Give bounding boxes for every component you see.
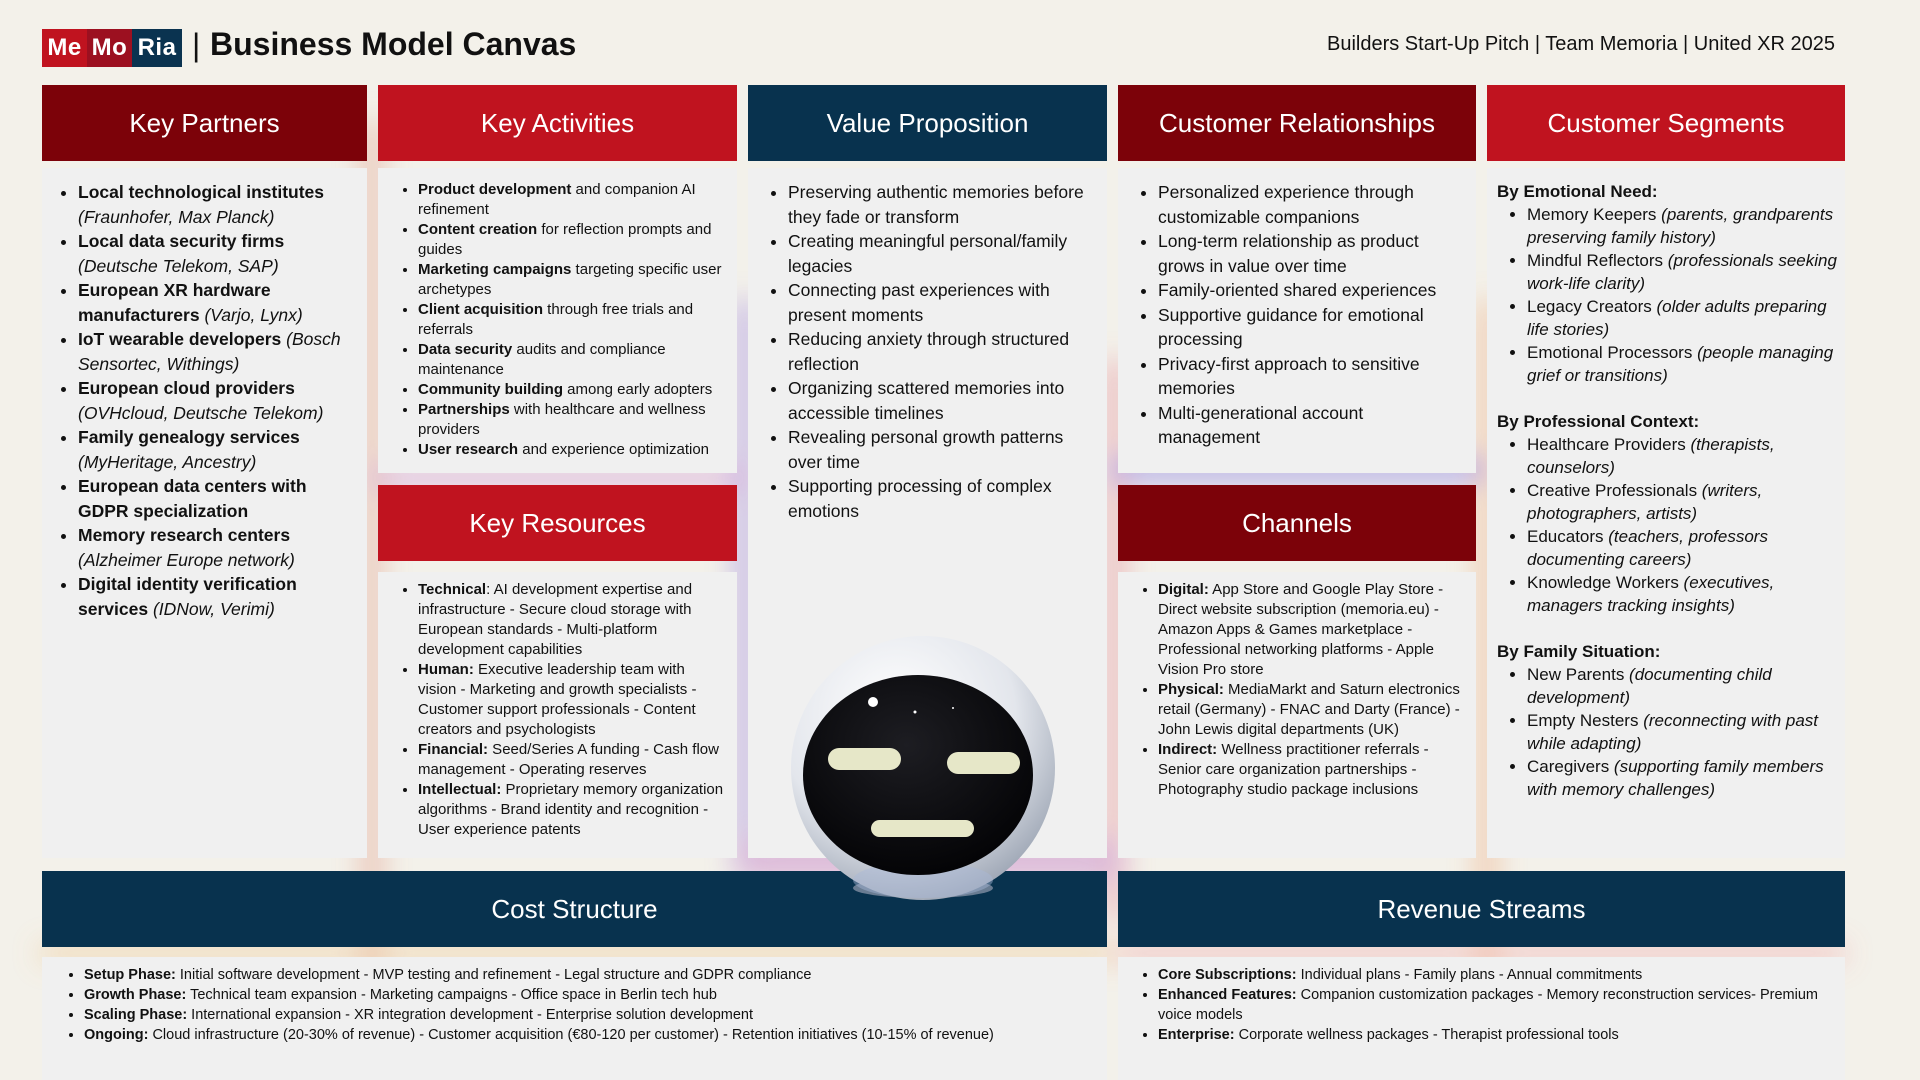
list-item: • Core Subscriptions: Individual plans - Family plans - Annual commitments (1158, 965, 1835, 985)
list-item: • User research and experience optimization (418, 440, 727, 460)
list-item: • Revealing personal growth patterns over time (788, 425, 1097, 474)
list-item: • Physical: MediaMarkt and Saturn electronics retail (Germany) - FNAC and Darty (France) - John Lewis digital departments (UK) (1158, 680, 1466, 740)
channels-card (1118, 572, 1476, 858)
key-resources-list (396, 580, 727, 840)
key-resources-title: Key Resources (469, 507, 646, 538)
customer-segments-title: Customer Segments (1547, 107, 1785, 138)
value-proposition-header (748, 85, 1107, 161)
list-item: • Family-oriented shared experiences (1158, 278, 1466, 303)
segment-group-heading: By Professional Context: (1497, 412, 1700, 431)
logo-part-ria: Ria (132, 29, 182, 67)
list-item: • Enterprise: Corporate wellness packages - Therapist professional tools (1158, 1025, 1835, 1045)
list-item: • Emotional Processors (people managing grief or transitions) (1527, 341, 1837, 387)
list-item: • Educators (teachers, professors documenting careers) (1527, 525, 1837, 571)
key-activities-title: Key Activities (480, 107, 635, 138)
list-item: • Memory research centers (Alzheimer Europe network) (78, 523, 359, 572)
revenue-streams-card (1118, 957, 1845, 1080)
customer-relationships-header (1118, 85, 1476, 161)
list-item: • Knowledge Workers (executives, managers tracking insights) (1527, 571, 1837, 617)
customer-relationships-list (1136, 180, 1466, 450)
cost-structure-title: Cost Structure (491, 893, 658, 924)
header-separator: | (192, 27, 201, 63)
revenue-streams-list (1136, 965, 1835, 1045)
channels-list (1136, 580, 1466, 800)
key-partners-card (42, 168, 367, 858)
channels-title: Channels (1242, 507, 1352, 538)
list-item: • Setup Phase: Initial software development - MVP testing and refinement - Legal structure and GDPR compliance (84, 965, 1097, 985)
list-item: • Supportive guidance for emotional processing (1158, 303, 1466, 352)
channels-header (1118, 485, 1476, 561)
list-item: • Supporting processing of complex emotions (788, 474, 1097, 523)
list-item: • Multi-generational account management (1158, 401, 1466, 450)
list-item: • Preserving authentic memories before they fade or transform (788, 180, 1097, 229)
value-proposition-title: Value Proposition (826, 107, 1029, 138)
key-activities-list (396, 180, 727, 460)
key-activities-card (378, 168, 737, 473)
key-partners-header (42, 85, 367, 161)
key-partners-list (56, 180, 359, 621)
revenue-streams-header (1118, 871, 1845, 947)
list-item: • Memory Keepers (parents, grandparents preserving family history) (1527, 203, 1837, 249)
list-item: • Financial: Seed/Series A funding - Cash flow management - Operating reserves (418, 740, 727, 780)
key-activities-header (378, 85, 737, 161)
list-item: • Intellectual: Proprietary memory organization algorithms - Brand identity and recognition - User experience patents (418, 780, 727, 840)
list-item: • Healthcare Providers (therapists, counselors) (1527, 433, 1837, 479)
list-item: • Personalized experience through customizable companions (1158, 180, 1466, 229)
list-item: • Connecting past experiences with present moments (788, 278, 1097, 327)
list-item: • Privacy-first approach to sensitive memories (1158, 352, 1466, 401)
segment-group-list (1497, 663, 1837, 801)
list-item: • Creating meaningful personal/family legacies (788, 229, 1097, 278)
list-item: • Indirect: Wellness practitioner referrals - Senior care organization partnerships - Photography studio package inclusions (1158, 740, 1466, 800)
customer-relationships-title: Customer Relationships (1158, 107, 1435, 138)
list-item: • Scaling Phase: International expansion - XR integration development - Enterprise solution development (84, 1005, 1097, 1025)
value-proposition-list (766, 180, 1097, 523)
list-item: • Technical: AI development expertise and infrastructure - Secure cloud storage with European standards - Multi-platform development capabilities (418, 580, 727, 660)
page-title: Business Model Canvas (210, 26, 577, 62)
key-resources-header (378, 485, 737, 561)
customer-segments-card (1487, 168, 1845, 858)
list-item: • Empty Nesters (reconnecting with past while adapting) (1527, 709, 1837, 755)
list-item: • IoT wearable developers (Bosch Sensortec, Withings) (78, 327, 359, 376)
cost-structure-list (62, 965, 1097, 1045)
list-item: • Community building among early adopters (418, 380, 727, 400)
list-item: • New Parents (documenting child development) (1527, 663, 1837, 709)
list-item: • Client acquisition through free trials and referrals (418, 300, 727, 340)
list-item: • Human: Executive leadership team with vision - Marketing and growth specialists - Customer support professionals - Content creators and psychologists (418, 660, 727, 740)
page-subtitle: Builders Start-Up Pitch | Team Memoria | United XR 2025 (1326, 33, 1835, 55)
list-item: • European data centers with GDPR specialization (78, 474, 359, 523)
list-item: • Data security audits and compliance maintenance (418, 340, 727, 380)
list-item: • Ongoing: Cloud infrastructure (20-30% of revenue) - Customer acquisition (€80-120 per customer) - Retention initiatives (10-15% of revenue) (84, 1025, 1097, 1045)
list-item: • European XR hardware manufacturers (Varjo, Lynx) (78, 278, 359, 327)
list-item: • Caregivers (supporting family members with memory challenges) (1527, 755, 1837, 801)
list-item: • Growth Phase: Technical team expansion - Marketing campaigns - Office space in Berlin tech hub (84, 985, 1097, 1005)
list-item: • Organizing scattered memories into accessible timelines (788, 376, 1097, 425)
key-resources-card (378, 572, 737, 858)
list-item: • Local technological institutes (Fraunhofer, Max Planck) (78, 180, 359, 229)
logo-part-mo: Mo (87, 29, 132, 67)
segment-group-heading: By Family Situation: (1497, 642, 1661, 661)
memoria-logo (42, 29, 182, 67)
robot-mascot-icon (785, 630, 1060, 905)
list-item: • Product development and companion AI refinement (418, 180, 727, 220)
list-item: • Marketing campaigns targeting specific user archetypes (418, 260, 727, 300)
list-item: • Mindful Reflectors (professionals seeking work-life clarity) (1527, 249, 1837, 295)
list-item: • Creative Professionals (writers, photographers, artists) (1527, 479, 1837, 525)
customer-relationships-card (1118, 168, 1476, 473)
customer-segments-header (1487, 85, 1845, 161)
segment-group-heading: By Emotional Need: (1497, 182, 1658, 201)
list-item: • Digital identity verification services (IDNow, Verimi) (78, 572, 359, 621)
list-item: • Digital: App Store and Google Play Store - Direct website subscription (memoria.eu) - Amazon Apps & Games marketplace - Professional networking platforms - Apple Vision Pro store (1158, 580, 1466, 680)
list-item: • Content creation for reflection prompts and guides (418, 220, 727, 260)
list-item: • Family genealogy services (MyHeritage, Ancestry) (78, 425, 359, 474)
list-item: • Reducing anxiety through structured reflection (788, 327, 1097, 376)
segment-group-list (1497, 433, 1837, 617)
list-item: • Long-term relationship as product grows in value over time (1158, 229, 1466, 278)
list-item: • Legacy Creators (older adults preparing life stories) (1527, 295, 1837, 341)
segment-group-list (1497, 203, 1837, 387)
list-item: • European cloud providers (OVHcloud, Deutsche Telekom) (78, 376, 359, 425)
list-item: • Local data security firms (Deutsche Telekom, SAP) (78, 229, 359, 278)
revenue-streams-title: Revenue Streams (1377, 893, 1586, 924)
cost-structure-card (42, 957, 1107, 1080)
logo-part-me: Me (42, 29, 87, 67)
list-item: • Enhanced Features: Companion customization packages - Memory reconstruction services- Premium voice models (1158, 985, 1835, 1025)
key-partners-title: Key Partners (129, 107, 280, 138)
list-item: • Partnerships with healthcare and wellness providers (418, 400, 727, 440)
